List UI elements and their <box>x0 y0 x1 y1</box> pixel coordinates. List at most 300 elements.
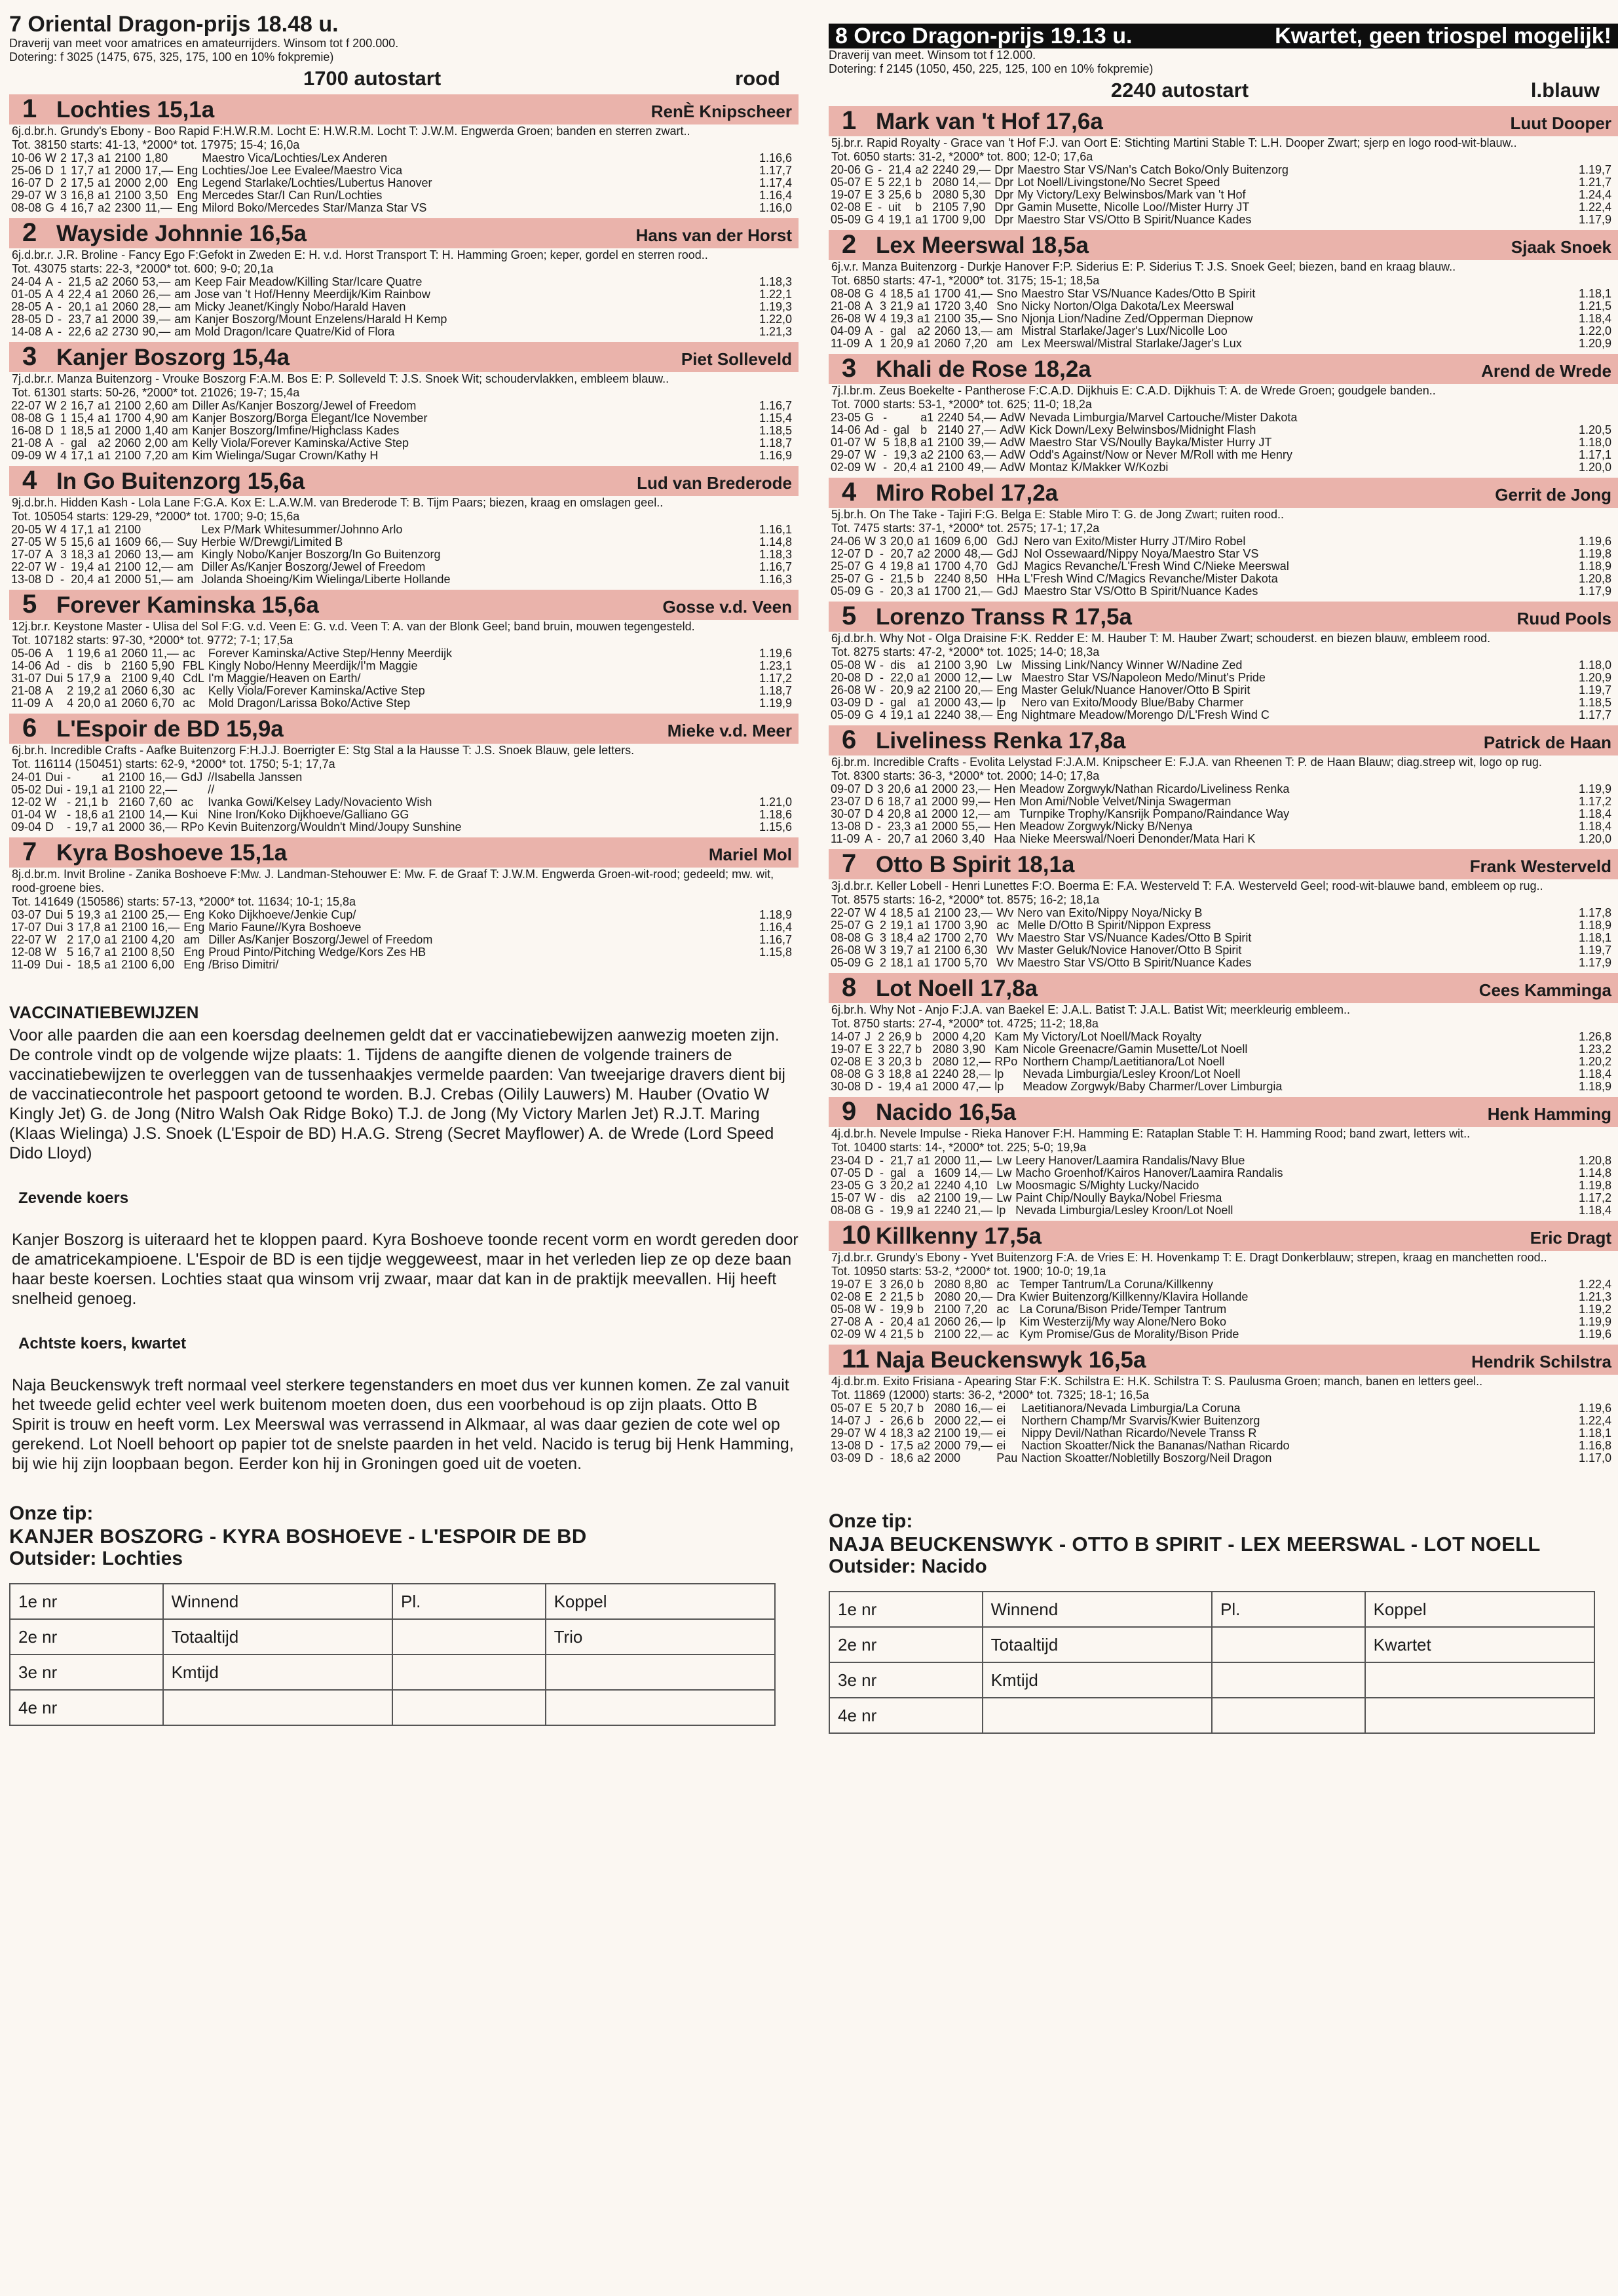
form-cell: W <box>865 312 876 325</box>
payout-cell <box>392 1655 546 1690</box>
form-cell: - <box>67 808 71 821</box>
form-cell: 2060 <box>112 300 139 313</box>
form-cell: 2100 <box>121 672 148 685</box>
form-cell: 63,— <box>968 448 996 461</box>
form-cell: - <box>877 832 882 845</box>
form-cell: 1.22,4 <box>1578 1414 1611 1427</box>
form-row <box>829 325 1618 337</box>
form-cell: D <box>865 795 874 808</box>
form-cell: lp <box>994 1067 1004 1081</box>
form-cell: 3 <box>880 1278 887 1291</box>
form-cell: A <box>45 300 54 313</box>
form-cell: W <box>45 523 57 536</box>
form-cell: 2000 <box>931 795 958 808</box>
form-cell: J <box>865 1414 871 1427</box>
form-cell: 1.14,8 <box>759 535 792 548</box>
horse-entry <box>9 837 799 971</box>
form-cell: W <box>45 189 57 202</box>
form-cell: 30-07 <box>831 807 861 820</box>
horse-number: 9 <box>842 1097 857 1126</box>
form-cell: 53,— <box>142 275 171 288</box>
horse-name: Lochties 15,1a <box>56 97 215 123</box>
form-cell: 25-07 <box>831 919 861 932</box>
form-cell: 1.16,7 <box>759 560 792 573</box>
form-cell: Nightmare Meadow/Morengo D/L'Fresh Wind C <box>1021 708 1270 721</box>
form-cell: 23-05 <box>831 1179 861 1192</box>
horse-pedigree: 6j.d.br.r. J.R. Broline - Fancy Ego F:Gefokt in Zweden E: H. v.d. Horst Transport T: H. Hamming Groen; keper, gordel en sterren rood.. <box>12 248 708 261</box>
form-cell: 17,7 <box>71 164 94 177</box>
horse-entry <box>9 714 799 833</box>
race-7-column <box>9 0 799 1726</box>
form-cell: 2100 <box>934 1328 961 1341</box>
payout-table <box>9 1583 776 1726</box>
form-cell: - <box>880 1303 884 1316</box>
form-cell: 22,— <box>964 1414 993 1427</box>
form-cell: 21-08 <box>11 684 42 697</box>
form-cell: E <box>865 1290 873 1303</box>
form-cell: 2100 <box>934 906 961 919</box>
form-cell: 12,— <box>962 807 990 820</box>
form-cell: a1 <box>95 288 109 301</box>
form-row <box>829 1167 1618 1179</box>
form-cell: - <box>880 659 884 672</box>
form-cell: I'm Maggie/Heaven on Earth/ <box>208 672 361 685</box>
form-cell: Proud Pinto/Pitching Wedge/Kors Zes HB <box>208 946 426 959</box>
form-cell: 9,00 <box>962 213 986 226</box>
form-row <box>9 959 799 971</box>
form-cell: 3 <box>878 1067 885 1081</box>
form-cell: 26,0 <box>890 1278 914 1291</box>
form-cell: 5 <box>883 436 890 449</box>
form-cell: a1 <box>102 808 115 821</box>
form-cell: 4 <box>880 287 887 300</box>
form-cell: 2060 <box>112 275 139 288</box>
form-row <box>829 684 1618 697</box>
form-cell: //Isabella Janssen <box>208 771 303 784</box>
form-cell: 07-05 <box>831 1166 861 1179</box>
form-cell: 2080 <box>934 1402 961 1415</box>
horse-name: Khali de Rose 18,2a <box>876 356 1091 382</box>
form-cell: 19,7 <box>75 820 98 833</box>
form-cell: Nicky Norton/Olga Dakota/Lex Meerswal <box>1021 299 1234 313</box>
form-cell: Kanjer Boszorg/Mount Enzelens/Harald H Kemp <box>195 313 447 326</box>
form-cell: My Victory/Lexy Belwinsbos/Mark van 't Hof <box>1017 188 1246 201</box>
form-cell: 02-08 <box>831 1290 861 1303</box>
form-cell: a1 <box>98 523 111 536</box>
form-cell: 1.16,7 <box>759 399 792 412</box>
horse-header <box>9 590 799 620</box>
form-cell: - <box>880 584 884 598</box>
form-cell: HHa <box>996 572 1021 585</box>
form-cell: Lw <box>996 1166 1012 1179</box>
horse-totals: Tot. 105054 starts: 129-29, *2000* tot. 1700; 9-0; 15,6a <box>12 510 300 523</box>
form-cell: Turnpike Trophy/Kansrijk Pompano/Raindance Way <box>1019 807 1290 820</box>
horse-driver: RenÈ Knipscheer <box>650 102 792 121</box>
horse-pedigree: 8j.d.br.m. Invit Broline - Zanika Boshoeve F:Mw. J. Landman-Stehouwer E: Mw. F. de Graaf T: J.W.M. Engwerda Groen-wit-rood; gedeeld; mw. wit, rood-groene bies. <box>12 868 774 894</box>
form-cell: 2100 <box>937 448 964 461</box>
form-cell: W <box>865 683 876 697</box>
form-cell: 1.18,6 <box>759 808 792 821</box>
horse-number: 7 <box>842 849 857 878</box>
form-cell: 2100 <box>934 1191 961 1204</box>
form-cell: 5,70 <box>964 956 988 969</box>
form-cell: 30-08 <box>831 1080 861 1093</box>
horse-entry <box>9 590 799 710</box>
form-cell <box>962 1452 994 1464</box>
horse-totals: Tot. 6050 starts: 31-2, *2000* tot. 800; 12-0; 17,6a <box>831 150 1093 163</box>
form-cell: 1 <box>60 164 67 177</box>
form-cell: Mold Dragon/Larissa Boko/Active Step <box>208 697 411 710</box>
tip-horses: KANJER BOSZORG - KYRA BOSHOEVE - L'ESPOIR DE BD <box>9 1525 587 1548</box>
form-cell: am <box>996 337 1013 350</box>
horse-header <box>829 973 1618 1003</box>
form-cell: 2000 <box>934 1154 961 1167</box>
form-cell: a1 <box>98 411 111 425</box>
form-cell: Nol Ossewaard/Nippy Noya/Maestro Star VS <box>1024 547 1259 560</box>
payout-cell <box>1365 1662 1594 1698</box>
form-cell: - <box>880 671 884 684</box>
form-cell: a1 <box>917 956 931 969</box>
form-cell: 4 <box>60 449 67 462</box>
form-cell: Naction Skoatter/Nobletilly Boszorg/Neil Dragon <box>1021 1451 1272 1464</box>
form-cell: 1.22,0 <box>759 313 792 326</box>
form-row <box>9 660 799 672</box>
form-cell: Kelly Viola/Forever Kaminska/Active Step <box>208 684 425 697</box>
form-cell: - <box>880 324 884 337</box>
form-cell: 11-09 <box>11 697 41 710</box>
form-cell: D <box>45 573 54 586</box>
form-cell: Ad <box>45 659 60 672</box>
form-row <box>829 1452 1618 1464</box>
form-cell: 1700 <box>115 411 141 425</box>
form-cell: 02-08 <box>831 201 861 214</box>
horse-name: Kyra Boshoeve 15,1a <box>56 840 288 866</box>
form-cell: 21-08 <box>11 436 42 450</box>
form-cell: 2240 <box>937 411 964 424</box>
form-cell: 2240 <box>932 163 959 176</box>
form-cell: Dpr <box>994 163 1014 176</box>
payout-cell: Koppel <box>1365 1592 1594 1627</box>
horse-pedigree: 7j.d.br.r. Manza Buitenzorg - Vrouke Boszorg F:A.M. Bos E: P. Solleveld T: J.S. Snoek Wit; schoudervlakken, embleem blauw.. <box>12 372 669 385</box>
form-cell: 2240 <box>932 1067 959 1081</box>
form-cell: 14-08 <box>11 325 42 338</box>
form-cell: b <box>915 1043 922 1056</box>
form-cell: 1.23,1 <box>759 659 792 672</box>
form-row <box>9 771 799 784</box>
form-cell: Nippy Devil/Nathan Ricardo/Nevele Transs R <box>1021 1426 1257 1440</box>
form-cell: - <box>880 1414 884 1427</box>
form-row <box>829 585 1618 598</box>
form-cell: - <box>878 163 882 176</box>
form-row <box>829 424 1618 436</box>
form-cell: 29,— <box>962 163 991 176</box>
form-cell: Kim Wielinga/Sugar Crown/Kathy H <box>192 449 379 462</box>
form-cell: Kam <box>994 1030 1019 1043</box>
payout-cell: Kmtijd <box>983 1662 1212 1698</box>
horse-pedigree: 6j.br.h. Why Not - Anjo F:J.A. van Baekel E: J.A.L. Batist T: J.A.L. Batist Wit; meerkleurig embleem.. <box>831 1003 1350 1016</box>
form-cell: ei <box>996 1439 1006 1452</box>
form-cell: 1.18,7 <box>759 684 792 697</box>
form-cell: 3,40 <box>962 832 985 845</box>
form-cell: - <box>883 448 888 461</box>
form-cell: 6,30 <box>964 944 988 957</box>
form-cell: 3 <box>878 188 885 201</box>
form-cell: 1.17,8 <box>1578 906 1611 919</box>
payout-cell: Kmtijd <box>163 1655 392 1690</box>
form-row <box>9 288 799 301</box>
form-cell: Macho Groenhof/Kairos Hanover/Laamira Randalis <box>1015 1166 1283 1179</box>
form-cell: - <box>880 1204 884 1217</box>
form-cell: Missing Link/Nancy Winner W/Nadine Zed <box>1021 659 1243 672</box>
form-row <box>829 932 1618 944</box>
form-row <box>9 524 799 536</box>
form-cell: dis <box>890 659 906 672</box>
form-cell: 1.18,9 <box>1578 1080 1611 1093</box>
form-cell: Dra <box>996 1290 1016 1303</box>
form-cell: Moosmagic S/Mighty Lucky/Nacido <box>1015 1179 1199 1192</box>
form-cell: 2000 <box>934 1414 961 1427</box>
form-cell: ac <box>182 697 195 710</box>
form-cell: 19,— <box>964 1191 993 1204</box>
form-cell: 2 <box>67 933 74 946</box>
form-cell: am <box>174 313 191 326</box>
form-cell: 23-04 <box>831 1154 861 1167</box>
tip-outsider: Outsider: Lochties <box>9 1548 183 1569</box>
horse-entry <box>829 1345 1618 1464</box>
horse-name: Wayside Johnnie 16,5a <box>56 221 307 246</box>
form-cell: Mon Ami/Noble Velvet/Ninja Swagerman <box>1019 795 1232 808</box>
horse-pedigree: 7j.l.br.m. Zeus Boekelte - Pantherose F:C.A.D. Dijkhuis E: C.A.D. Dijkhuis T: A. de Wrede Groen; goudgele banden.. <box>831 384 1436 397</box>
form-cell: 4 <box>60 523 67 536</box>
form-cell: 18,5 <box>77 958 101 971</box>
form-cell: 22,6 <box>68 325 92 338</box>
form-cell: 1.18,4 <box>1578 1204 1611 1217</box>
form-cell: Ad <box>865 423 880 436</box>
form-cell: 2060 <box>934 324 961 337</box>
form-cell: 20,2 <box>890 1179 914 1192</box>
form-cell: 38,— <box>964 708 993 721</box>
horse-pedigree: 12j.br.r. Keystone Master - Ulisa del Sol F:G. v.d. Veen E: G. v.d. Veen T: A. van der Blonk Geel; band bruin, mouwen tegengesteld. <box>12 620 695 633</box>
form-row <box>829 795 1618 808</box>
form-cell: Sno <box>996 312 1018 325</box>
form-cell: 26,9 <box>888 1030 912 1043</box>
form-cell: 2000 <box>934 547 961 560</box>
form-cell: 1700 <box>932 213 959 226</box>
form-cell: 03-07 <box>11 908 42 921</box>
form-cell: 1.19,9 <box>759 697 792 710</box>
form-cell: Nero van Exito/Nippy Noya/Nicky B <box>1017 906 1203 919</box>
form-cell: 2080 <box>932 1055 959 1068</box>
form-cell: W <box>865 436 876 449</box>
form-cell: 1.15,6 <box>759 820 792 833</box>
form-cell: 25-07 <box>831 572 861 585</box>
form-cell: 8,80 <box>964 1278 988 1291</box>
horse-header <box>829 602 1618 632</box>
form-cell: 19-07 <box>831 1278 861 1291</box>
form-cell: 12,— <box>145 560 174 573</box>
horse-header <box>9 94 799 124</box>
form-table <box>829 1155 1618 1217</box>
form-cell: 1.19,6 <box>759 647 792 660</box>
form-cell: 02-09 <box>831 461 861 474</box>
form-cell: 6,30 <box>151 684 175 697</box>
race-color: rood <box>735 67 780 90</box>
horse-driver: Frank Westerveld <box>1469 856 1611 876</box>
form-cell: - <box>880 1191 884 1204</box>
form-cell: a1 <box>917 1204 931 1217</box>
form-table <box>9 400 799 462</box>
form-cell: 2000 <box>932 1080 959 1093</box>
form-cell: 43,— <box>964 696 993 709</box>
race-start <box>9 67 799 90</box>
form-cell: 1.19,6 <box>1578 1328 1611 1341</box>
horse-entry <box>9 94 799 214</box>
form-row <box>829 1031 1618 1043</box>
horse-header <box>829 1221 1618 1251</box>
form-cell: Sno <box>996 299 1018 313</box>
form-cell: 2100 <box>115 560 141 573</box>
form-cell: - <box>883 411 888 424</box>
form-cell: 05-09 <box>831 956 861 969</box>
form-cell: Eng <box>177 201 198 214</box>
form-cell: 26-08 <box>831 312 861 325</box>
form-cell: 10-06 <box>11 151 42 164</box>
form-table <box>9 152 799 214</box>
form-cell: G <box>865 572 875 585</box>
payout-row <box>10 1619 775 1655</box>
horse-driver: Eric Dragt <box>1530 1228 1611 1248</box>
form-cell: 6,00 <box>964 535 988 548</box>
form-row <box>9 276 799 288</box>
form-cell: 1.17,2 <box>1578 1191 1611 1204</box>
horse-totals: Tot. 61301 starts: 50-26, *2000* tot. 21026; 19-7; 15,4a <box>12 386 300 399</box>
form-cell: AdW <box>1000 423 1026 436</box>
form-cell: 4 <box>880 312 887 325</box>
form-cell: W <box>45 946 57 959</box>
form-cell: 27,— <box>968 423 996 436</box>
form-cell: 1700 <box>934 956 961 969</box>
form-cell: Laetitianora/Nevada Limburgia/La Coruna <box>1021 1402 1241 1415</box>
form-cell: E <box>865 201 873 214</box>
form-cell: G <box>865 919 875 932</box>
form-cell: a2 <box>95 275 109 288</box>
form-cell: 2060 <box>931 832 958 845</box>
form-cell: 1700 <box>934 560 961 573</box>
form-cell: b <box>104 659 111 672</box>
form-cell: Melle D/Otto B Spirit/Nippon Express <box>1017 919 1211 932</box>
form-cell: 35,— <box>964 312 993 325</box>
form-row <box>9 685 799 697</box>
form-cell: 5 <box>67 908 74 921</box>
form-cell: 22,4 <box>68 288 92 301</box>
form-cell: a2 <box>917 1451 931 1464</box>
form-cell: 12-07 <box>831 547 861 560</box>
form-cell: 2 <box>60 399 67 412</box>
form-cell: 11-09 <box>831 832 860 845</box>
horse-name: L'Espoir de BD 15,9a <box>56 716 284 742</box>
form-cell: a1 <box>98 189 111 202</box>
form-cell: 3,40 <box>964 299 988 313</box>
form-cell: 4 <box>60 201 67 214</box>
form-cell: 1.22,0 <box>1578 324 1611 337</box>
form-cell: 29-07 <box>11 189 42 202</box>
form-cell: 3 <box>880 1179 887 1192</box>
form-cell: Dui <box>45 908 64 921</box>
form-cell: G <box>865 708 875 721</box>
horse-pedigree: 5j.br.h. On The Take - Tajiri F:G. Belga E: Stable Miro T: G. de Jong Zwart; ruiten rood.. <box>831 508 1284 521</box>
form-cell: 2,00 <box>145 436 168 450</box>
form-cell: 1.17,1 <box>1578 448 1611 461</box>
form-cell: 1.18,9 <box>759 908 792 921</box>
form-cell: A <box>45 548 54 561</box>
form-cell: 22-07 <box>11 933 42 946</box>
horse-driver: Mariel Mol <box>708 845 792 864</box>
form-cell: Lw <box>996 671 1012 684</box>
form-cell: 1.21,3 <box>759 325 792 338</box>
payout-row <box>10 1655 775 1690</box>
form-cell: 05-08 <box>831 1303 861 1316</box>
form-cell: b <box>917 1414 924 1427</box>
form-cell: a1 <box>104 921 118 934</box>
horse-name: Miro Robel 17,2a <box>876 480 1059 506</box>
form-cell: 1.18,9 <box>1578 560 1611 573</box>
form-cell <box>175 152 200 164</box>
horse-number: 3 <box>22 342 37 371</box>
horse-pedigree: 5j.br.r. Rapid Royalty - Grace van 't Hof F:J. van Oort E: Stichting Martini Stable T: L.H. Dooper Zwart; sjerp en logo rood-wit-blauw.. <box>831 136 1517 149</box>
form-cell: am <box>994 807 1011 820</box>
horse-totals: Tot. 7000 starts: 53-1, *2000* tot. 625; 11-0; 18,2a <box>831 398 1092 411</box>
form-table <box>829 1402 1618 1464</box>
form-cell: b <box>915 1030 922 1043</box>
form-cell: E <box>865 1402 873 1415</box>
form-cell: Mold Dragon/Icare Quatre/Kid of Flora <box>195 325 395 338</box>
form-cell: 2105 <box>932 201 959 214</box>
form-cell: Jose van 't Hof/Henny Meerdijk/Kim Rainbow <box>195 288 430 301</box>
form-cell: dis <box>77 659 93 672</box>
form-cell: W <box>45 795 57 809</box>
form-cell: 17-07 <box>11 921 42 934</box>
form-cell: 79,— <box>964 1439 993 1452</box>
form-cell: 19,— <box>964 1426 993 1440</box>
form-cell: 21,5 <box>68 275 92 288</box>
form-cell: 1.18,0 <box>1578 659 1611 672</box>
form-cell: a1 <box>104 684 118 697</box>
form-cell: 3 <box>60 548 67 561</box>
form-cell: 2160 <box>121 659 148 672</box>
form-row <box>829 449 1618 461</box>
form-cell: a1 <box>95 300 109 313</box>
form-cell: GdJ <box>996 535 1019 548</box>
form-cell: Dui <box>45 672 64 685</box>
form-cell: D <box>45 313 54 326</box>
commentary-race-7 <box>9 1189 799 1309</box>
form-cell: AdW <box>1000 461 1026 474</box>
form-cell: Eng <box>183 958 205 971</box>
form-row <box>9 164 799 177</box>
form-cell: 2240 <box>934 1179 961 1192</box>
horse-header <box>829 1097 1618 1127</box>
form-cell: 15-07 <box>831 1191 861 1204</box>
form-row <box>829 411 1618 424</box>
form-cell: 2,00 <box>145 176 168 189</box>
form-cell: RPo <box>994 1055 1018 1068</box>
form-cell: 5 <box>60 535 67 548</box>
form-cell: a1 <box>920 436 934 449</box>
form-cell: 23,3 <box>888 820 911 833</box>
payout-cell: Winnend <box>163 1584 392 1619</box>
form-cell: 20,1 <box>68 300 92 313</box>
form-cell: Kingly Nobo/Henny Meerdijk/I'm Maggie <box>208 659 418 672</box>
